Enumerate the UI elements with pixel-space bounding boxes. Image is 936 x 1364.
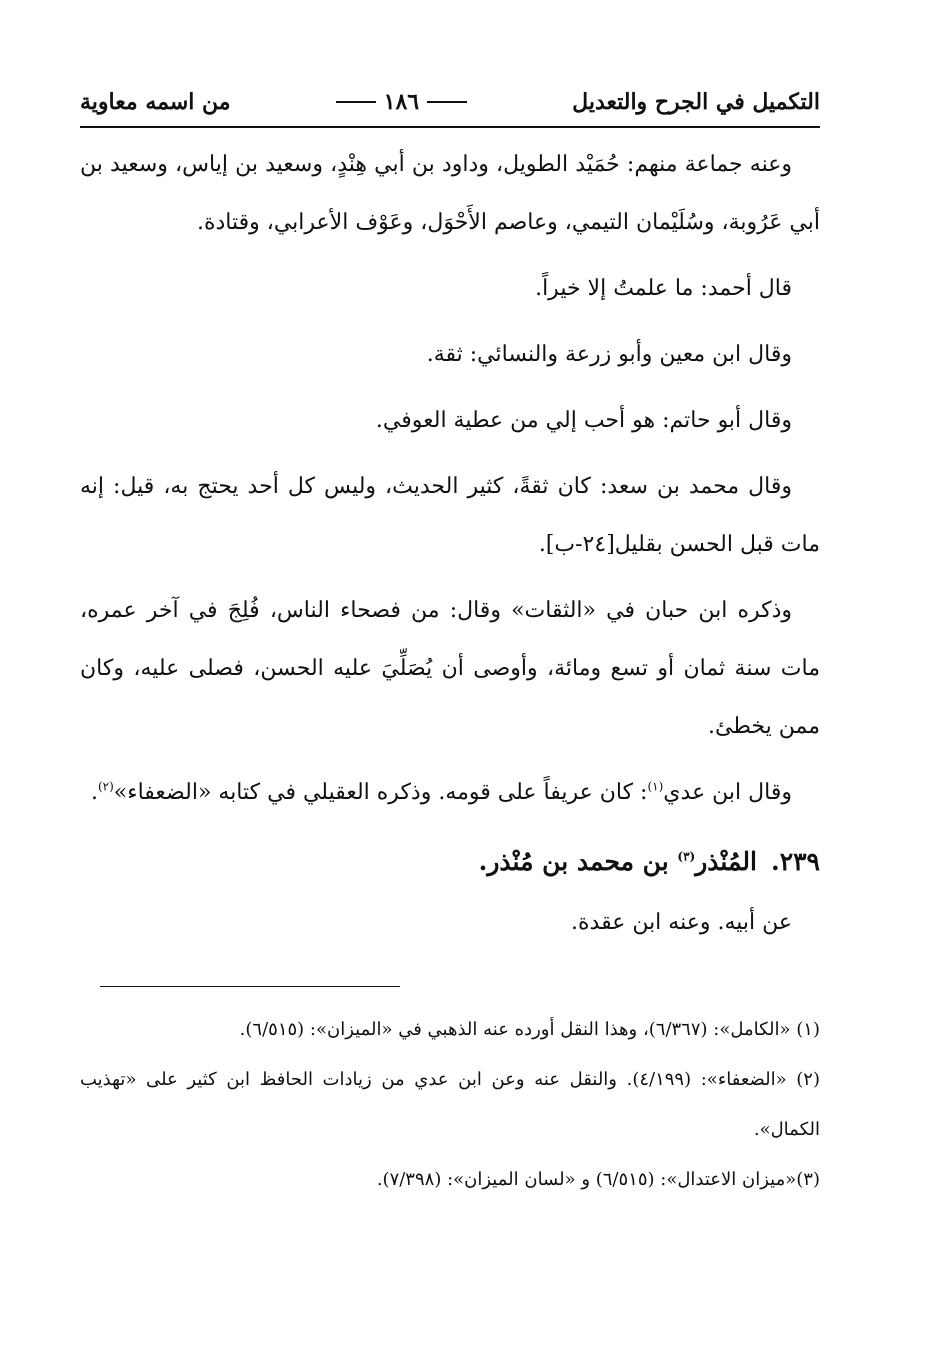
main-text	[80, 136, 820, 952]
head-dash	[336, 101, 376, 103]
footnote: (٢) «الضعفاء»: (٤/١٩٩). والنقل عنه وعن ابن عدي من زيادات الحافظ ابن كثير على «تهذيب الكمال».	[80, 1069, 820, 1140]
entry-name: المُنْذر	[695, 847, 757, 876]
text-segment: : كان عريفاً على قومه. وذكره العقيلي في كتابه «الضعفاء»	[113, 780, 648, 805]
page-number: ١٨٦	[383, 89, 420, 115]
entry-name-rest: بن محمد بن مُنْذر.	[478, 847, 669, 876]
paragraph: وقال محمد بن سعد: كان ثقةً، كثير الحديث، وليس كل أحد يحتج به، قيل: إنه مات قبل الحسن بقليل[٢٤-ب].	[80, 474, 820, 557]
footnote-ref[interactable]: (٣)	[677, 849, 696, 864]
paragraph: قال أحمد: ما علمتُ إلا خيراً.	[535, 276, 792, 301]
running-head	[80, 78, 820, 126]
book-title: التكميل في الجرح والتعديل	[572, 89, 820, 115]
entry-number: ٢٣٩.	[770, 847, 820, 876]
footnote-ref[interactable]: (١)	[647, 779, 664, 794]
paragraph: عن أبيه. وعنه ابن عقدة.	[571, 910, 792, 935]
entry-heading	[80, 830, 820, 894]
footnote-separator	[100, 986, 400, 987]
header-rule	[80, 126, 820, 128]
paragraph: وقال أبو حاتم: هو أحب إلي من عطية العوفي.	[375, 408, 792, 433]
running-head-center	[336, 89, 467, 115]
footnote: (٣)«ميزان الاعتدال»: (٦/٥١٥) و «لسان الميزان»: (٧/٣٩٨).	[376, 1169, 820, 1190]
text-segment: وقال ابن عدي	[663, 780, 792, 805]
paragraph: وقال ابن معين وأبو زرعة والنسائي: ثقة.	[426, 342, 792, 367]
paragraph: وعنه جماعة منهم: حُمَيْد الطويل، وداود بن أبي هِنْدٍ، وسعيد بن إياس، وسعيد بن أبي عَرُوبة، وسُلَيْمان التيمي، وعاصم الأَحْوَل، وعَوْف الأعرابي، وقتادة.	[80, 152, 820, 235]
paragraph: وذكره ابن حبان في «الثقات» وقال: من فصحاء الناس، فُلِجَ في آخر عمره، مات سنة ثمان أو تسع ومائة، وأوصى أن يُصَلِّيَ عليه الحسن، فصلى عليه، وكان ممن يخطئ.	[80, 598, 820, 739]
text-segment: .	[90, 780, 98, 805]
footnote-ref[interactable]: (٢)	[97, 779, 114, 794]
footnotes	[80, 1005, 820, 1205]
head-dash	[427, 101, 467, 103]
footnote: (١) «الكامل»: (٦/٣٦٧)، وهذا النقل أورده عنه الذهبي في «الميزان»: (٦/٥١٥).	[239, 1019, 820, 1040]
paragraph	[80, 764, 820, 822]
book-page	[80, 78, 820, 1205]
chapter-heading: من اسمه معاوية	[80, 89, 231, 115]
